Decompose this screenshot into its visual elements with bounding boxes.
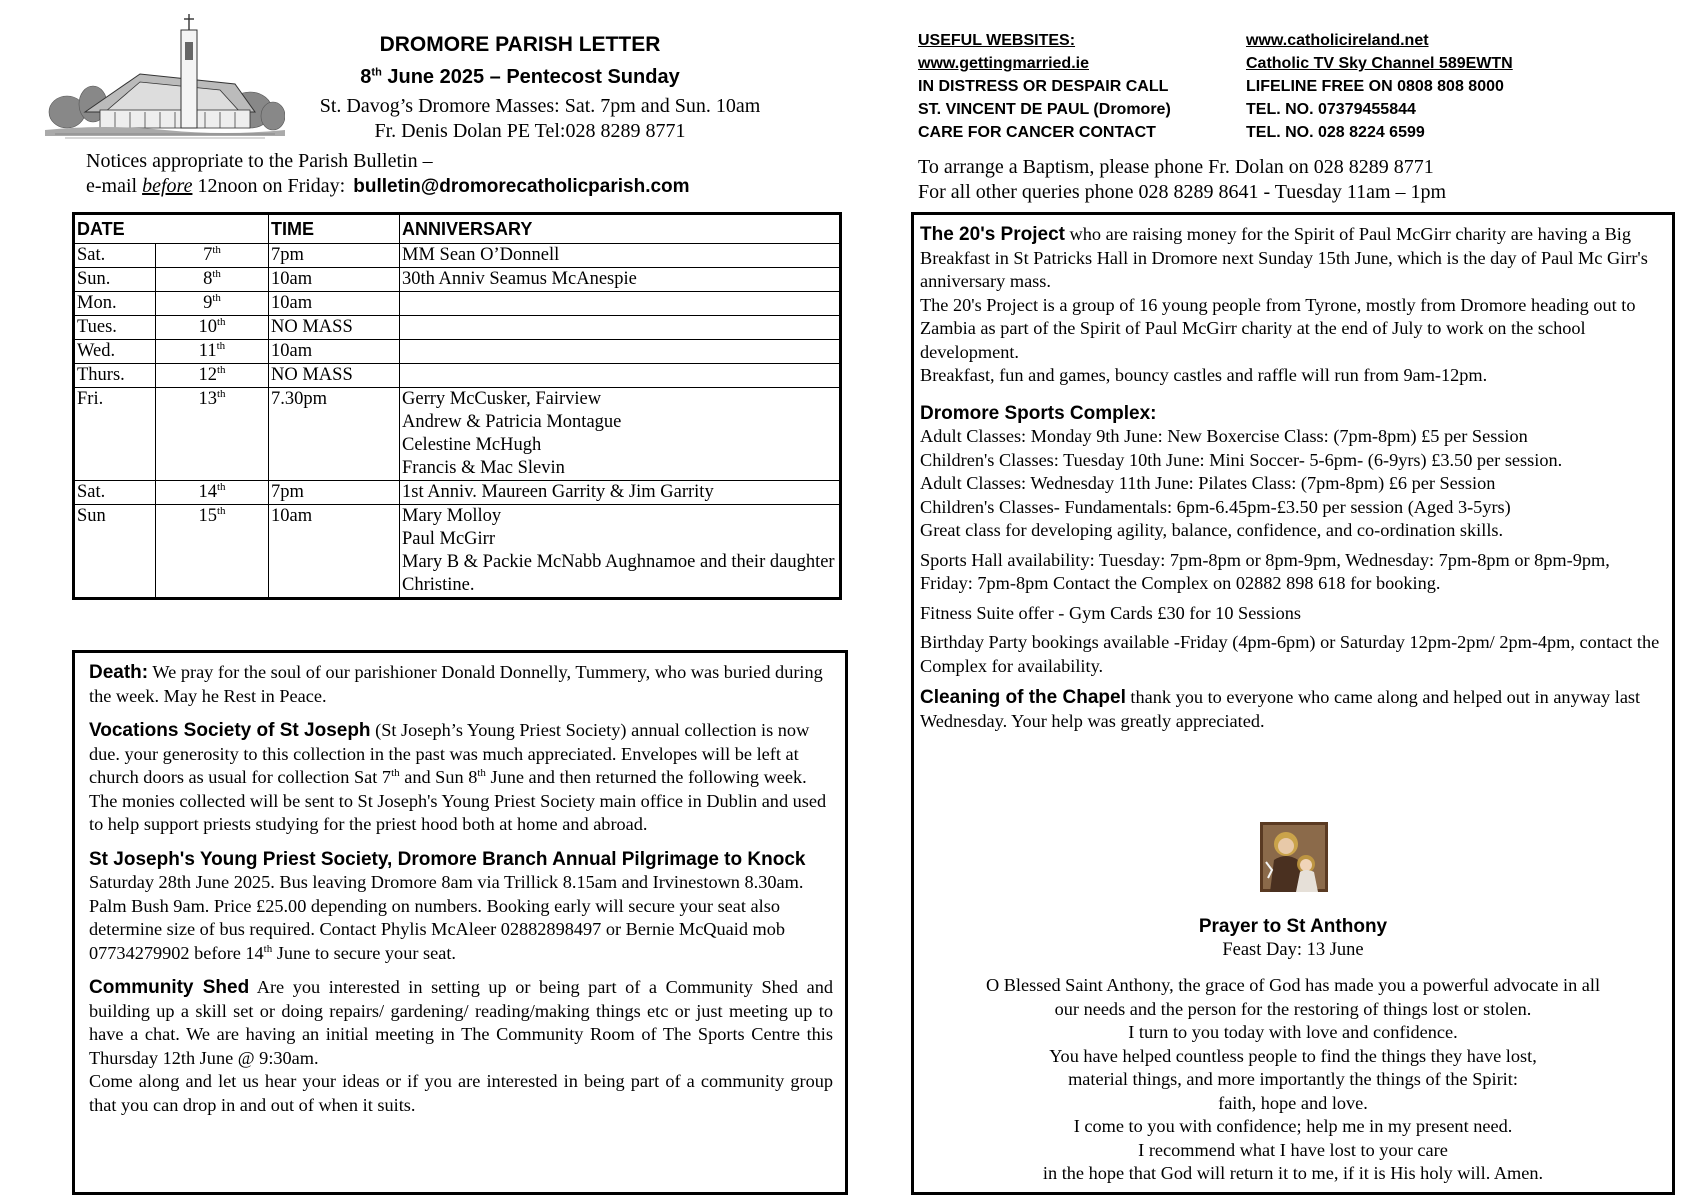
lifeline-number: LIFELINE FREE ON 0808 808 8000	[1246, 78, 1504, 95]
day-cell: Wed.	[74, 340, 156, 364]
church-illustration	[45, 12, 285, 147]
day-cell: Mon.	[74, 292, 156, 316]
date-number-cell: 14th	[156, 481, 269, 505]
day-cell: Fri.	[74, 388, 156, 481]
vocations-notice: Vocations Society of St Joseph (St Joseph’s Young Priest Society) annual collection is now due. your generosity to this collection in the past was much appreciated. Envelopes will be left at church doors as usual for collection Sat 7th and Sun 8th June and then returned the following week. The monies collected will be sent to St Joseph's Young Priest Society main office in Dublin and used to help support priests studying for the priest hood both at home and abroad.	[89, 720, 827, 834]
table-row	[74, 481, 841, 505]
catholic-tv-channel: Catholic TV Sky Channel 589EWTN	[1246, 55, 1513, 72]
anniversary-name: MM Sean O’Donnell	[402, 245, 560, 265]
anniversary-cell	[400, 268, 841, 292]
mass-schedule-table	[72, 212, 842, 600]
notices-line: Notices appropriate to the Parish Bulletin –	[86, 150, 433, 172]
birthday-party-bookings: Birthday Party bookings available -Friday (4pm-6pm) or Saturday 12pm-2pm/ 2pm-4pm, contact the Complex for availability.	[920, 632, 1660, 676]
table-row	[74, 505, 841, 599]
mass-table-body	[74, 244, 841, 599]
notices-email-line: e-mail before 12noon on Friday: bulletin@dromorecatholicparish.com	[86, 175, 690, 197]
table-header-row	[74, 214, 841, 244]
date-number-cell: 8th	[156, 268, 269, 292]
websites-label: USEFUL WEBSITES:	[918, 32, 1076, 49]
distress-label: IN DISTRESS OR DESPAIR CALL	[918, 78, 1169, 95]
anniversary-cell	[400, 388, 841, 481]
svp-label: ST. VINCENT DE PAUL (Dromore)	[918, 101, 1171, 118]
date-number-cell: 12th	[156, 364, 269, 388]
anniversary-name: Paul McGirr	[402, 529, 495, 549]
priest-contact: Fr. Denis Dolan PE Tel:028 8289 8771	[374, 120, 686, 142]
time-cell: 7pm	[269, 244, 400, 268]
prayer-text	[914, 974, 1672, 1186]
prayer-line: material things, and more importantly the things of the Spirit:	[1068, 1069, 1518, 1089]
table-row	[74, 268, 841, 292]
anniversary-name: Gerry McCusker, Fairview	[402, 389, 602, 409]
table-row	[74, 364, 841, 388]
anniversary-name: Celestine McHugh	[402, 435, 542, 455]
prayer-line: faith, hope and love.	[1218, 1092, 1368, 1113]
date-number-cell: 7th	[156, 244, 269, 268]
queries-contact: For all other queries phone 028 8289 8641 - Tuesday 11am – 1pm	[918, 181, 1447, 203]
time-cell: 7pm	[269, 481, 400, 505]
website-gettingmarried-link[interactable]: www.gettingmarried.ie	[918, 55, 1089, 72]
date-number-cell: 10th	[156, 316, 269, 340]
prayer-line: in the hope that God will return it to me, if it is His holy will. Amen.	[1042, 1163, 1544, 1183]
day-cell: Tues.	[74, 316, 156, 340]
bulletin-date: 8th June 2025 – Pentecost Sunday	[360, 66, 680, 88]
table-row	[74, 292, 841, 316]
bulletin-email-link[interactable]: bulletin@dromorecatholicparish.com	[353, 176, 690, 197]
baptism-contact: To arrange a Baptism, please phone Fr. Dolan on 028 8289 8771	[918, 156, 1434, 178]
day-cell: Thurs.	[74, 364, 156, 388]
community-shed-notice: Community Shed Are you interested in setting up or being part of a Community Shed and building up a skill set or doing repairs/ gardening/ reading/making things etc or just meeting up to have a chat. We are having an initial meeting in The Community Room of The Sports Centre this Thursday 12th June @ 9:30am. Come along and let us hear your ideas or if you are interested in being part of a community group that you can drop in and out of when it suits.	[89, 977, 834, 1115]
prayer-feast-day: Feast Day: 13 June	[1222, 939, 1364, 960]
anniversary-name: Francis & Mac Slevin	[402, 458, 565, 478]
time-cell: 10am	[269, 268, 400, 292]
st-anthony-image	[1260, 822, 1328, 892]
prayer-line: You have helped countless people to find the things they have lost,	[1049, 1045, 1537, 1066]
anniversary-name: Andrew & Patricia Montague	[402, 412, 622, 432]
prayer-title: Prayer to St Anthony	[1198, 916, 1388, 937]
table-row	[74, 388, 841, 481]
mass-times: St. Davog’s Dromore Masses: Sat. 7pm and Sun. 10am	[319, 95, 761, 117]
anniversary-cell	[400, 505, 841, 599]
date-number-cell: 13th	[156, 388, 269, 481]
time-cell: NO MASS	[269, 316, 400, 340]
time-cell: 10am	[269, 340, 400, 364]
time-header: TIME	[269, 214, 400, 244]
knock-pilgrimage-notice: St Joseph's Young Priest Society, Dromore Branch Annual Pilgrimage to Knock Saturday 28th June 2025. Bus leaving Dromore 8am via Trillick 8.15am and Irvinestown 8.30am. Palm Bush 9am. Price £25.00 depending on numbers. Booking early will secure your seat also determine size of bus required. Contact Phylis McAleer 02882898497 or Bernie McQuaid mob 07734279902 before 14th June to secure your seat.	[89, 848, 806, 963]
date-header: DATE	[74, 214, 269, 244]
anniversary-name: Mary Molloy	[402, 506, 502, 526]
chapel-cleaning-notice: Cleaning of the Chapel thank you to everyone who came along and helped out in anyway last Wednesday. Your help was greatly appreciated.	[920, 687, 1641, 731]
day-cell: Sat.	[74, 481, 156, 505]
date-number-cell: 15th	[156, 505, 269, 599]
day-cell: Sun.	[74, 268, 156, 292]
prayer-line: I recommend what I have lost to your care	[1138, 1139, 1448, 1160]
left-notices-box	[72, 650, 848, 1195]
time-cell: 10am	[269, 505, 400, 599]
right-notices-box	[911, 212, 1675, 1195]
anniversary-cell	[400, 481, 841, 505]
anniversary-cell	[400, 244, 841, 268]
anniversary-header: ANNIVERSARY	[400, 214, 841, 244]
cancer-care-number: TEL. NO. 028 8224 6599	[1246, 124, 1425, 141]
anniversary-cell	[400, 364, 841, 388]
death-notice: Death: We pray for the soul of our parishioner Donald Donnelly, Tummery, who was buried during the week. May he Rest in Peace.	[89, 662, 823, 706]
sports-complex-notice: Dromore Sports Complex: Adult Classes: Monday 9th June: New Boxercise Class: (7pm-8pm) £5 per Session Children's Classes: Tuesday 10th June: Mini Soccer- 5-6pm- (6-9yrs) £3.50 per session. Adult Classes: Wednesday 11th June: Pilates Class: (7pm-8pm) £6 per Session Children's Classes- Fundamentals: 6pm-6.45pm-£3.50 per session (Aged 3-5yrs) Great class for developing agility, balance, confidence, and co-ordination skills.	[920, 402, 1563, 540]
prayer-block	[914, 905, 1672, 1186]
prayer-line: O Blessed Saint Anthony, the grace of God has made you a powerful advocate in all	[985, 975, 1601, 995]
anniversary-cell	[400, 340, 841, 364]
sports-hall-availability: Sports Hall availability: Tuesday: 7pm-8pm or 8pm-9pm, Wednesday: 7pm-8pm or 8pm-9pm, Friday: 7pm-8pm Contact the Complex on 02882 898 618 for booking.	[920, 549, 1610, 593]
anniversary-cell	[400, 292, 841, 316]
anniversary-cell	[400, 316, 841, 340]
time-cell: NO MASS	[269, 364, 400, 388]
website-catholicireland-link[interactable]: www.catholicireland.net	[1246, 32, 1429, 49]
table-row	[74, 316, 841, 340]
time-cell: 10am	[269, 292, 400, 316]
day-cell: Sun	[74, 505, 156, 599]
anniversary-name: 30th Anniv Seamus McAnespie	[402, 269, 637, 289]
table-row	[74, 340, 841, 364]
twenties-project-notice: The 20's Project who are raising money for the Spirit of Paul McGirr charity are having a Big Breakfast in St Patricks Hall in Dromore next Sunday 15th June, which is the day of Paul Mc Girr's anniversary mass. The 20's Project is a group of 16 young people from Tyrone, mostly from Dromore heading out to Zambia as part of the Spirit of Paul McGirr charity at the end of July to work on the school development. Breakfast, fun and games, bouncy castles and raffle will run from 9am-12pm.	[920, 224, 1648, 385]
svp-number: TEL. NO. 07379455844	[1246, 101, 1416, 118]
anniversary-name: 1st Anniv. Maureen Garrity & Jim Garrity	[402, 482, 714, 502]
prayer-line: I turn to you today with love and confidence.	[1128, 1022, 1458, 1042]
prayer-line: our needs and the person for the restoring of things lost or stolen.	[1054, 998, 1532, 1019]
day-cell: Sat.	[74, 244, 156, 268]
anniversary-name: Mary B & Packie McNabb Aughnamoe and their daughter Christine.	[402, 552, 835, 595]
date-number-cell: 11th	[156, 340, 269, 364]
bulletin-title: DROMORE PARISH LETTER	[379, 33, 661, 56]
fitness-suite-offer: Fitness Suite offer - Gym Cards £30 for 10 Sessions	[920, 602, 1302, 623]
prayer-line: I come to you with confidence; help me in my present need.	[1073, 1116, 1513, 1136]
time-cell: 7.30pm	[269, 388, 400, 481]
table-row	[74, 244, 841, 268]
cancer-care-label: CARE FOR CANCER CONTACT	[918, 124, 1156, 141]
date-number-cell: 9th	[156, 292, 269, 316]
